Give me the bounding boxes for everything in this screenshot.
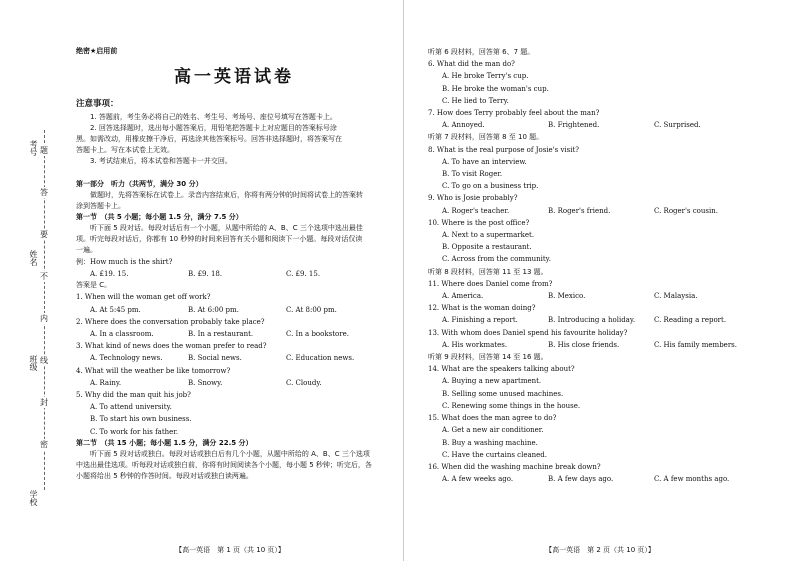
option: B. Introducing a holiday.: [548, 316, 636, 325]
option: C. Malaysia.: [654, 292, 698, 301]
question-options: [428, 339, 774, 351]
section-1-desc: 听下面 5 段对话。每段对话后有一个小题，从题中所给的 A、B、C 三个选项中选出最佳: [90, 224, 363, 232]
section-2-desc: 听下面 5 段对话或独白。每段对话或独白后有几个小题，从题中所给的 A、B、C 三个选项: [90, 449, 370, 458]
question: 5. Why did the man quit his job?: [76, 391, 191, 400]
option: C. In a bookstore.: [286, 330, 349, 339]
question: 3. What kind of news does the woman prefer to read?: [76, 342, 267, 351]
option: B. Selling some unused machines.: [442, 389, 564, 398]
option: B. In a restaurant.: [188, 330, 254, 339]
binding-margin: [6, 60, 68, 530]
option: B. He broke the woman's cup.: [442, 84, 549, 93]
margin-label-class: 班级: [29, 355, 38, 371]
page-1-content: [76, 46, 392, 482]
option: A. His workmates.: [442, 340, 508, 349]
option: C. £9. 15.: [286, 270, 321, 279]
option: B. A few days ago.: [548, 475, 614, 484]
seal-char: 密: [40, 440, 48, 449]
option: C. Across from the community.: [442, 255, 551, 264]
option: A. Get a new air conditioner.: [442, 426, 544, 435]
question: 6. What did the man do?: [428, 60, 515, 69]
option: B. Buy a washing machine.: [442, 438, 538, 447]
option: C. To go on a business trip.: [442, 182, 539, 191]
notice-line: 答题卡上。写在本试卷上无效。: [76, 146, 174, 154]
question: 13. With whom does Daniel spend his favourite holiday?: [428, 328, 628, 337]
material-heading: 听第 6 段材料，回答第 6、7 题。: [428, 48, 535, 56]
seal-char: 不: [40, 272, 48, 281]
option: B. Frightened.: [548, 121, 600, 130]
option: B. Opposite a restaurant.: [442, 243, 532, 252]
page-footer: 【高一英语 第 1 页（共 10 页）】: [175, 546, 285, 554]
option: A. Roger's teacher.: [442, 206, 510, 215]
question-options: [76, 328, 392, 340]
material-heading: 听第 8 段材料，回答第 11 至 13 题。: [428, 267, 548, 276]
option: B. Social news.: [188, 354, 242, 363]
option: A. Annoyed.: [442, 121, 485, 130]
question-options: [76, 377, 392, 389]
question: 11. Where does Daniel come from?: [428, 279, 553, 288]
margin-label-school: 学校: [29, 490, 38, 506]
seal-char: 答: [40, 188, 48, 197]
option: A. Buying a new apartment.: [442, 377, 542, 386]
option: C. Renewing some things in the house.: [442, 401, 581, 410]
option: B. Roger's friend.: [548, 206, 611, 215]
option: A. Rainy.: [90, 378, 122, 387]
notice-line: 1. 答题前，考生务必将自己的姓名、考生号、考场号、座位号填写在答题卡上。: [90, 113, 337, 121]
option: C. Education news.: [286, 354, 355, 363]
question: 14. What are the speakers talking about?: [428, 365, 575, 374]
page-2: [406, 0, 794, 561]
page-footer: 【高一英语 第 2 页（共 10 页）】: [545, 546, 655, 554]
option: A. Technology news.: [90, 354, 163, 363]
option: C. To work for his father.: [90, 427, 179, 436]
option: A. In a classroom.: [90, 330, 154, 339]
option: B. To visit Roger.: [442, 170, 503, 179]
section-2-desc: 中选出最佳选项。听每段对话或独白前，你将有时间阅读各个小题，每小题 5 秒钟；听完后，各: [76, 460, 372, 469]
section-1-desc: 一遍。: [76, 246, 97, 254]
question: 2. Where does the conversation probably take place?: [76, 317, 265, 326]
option: B. £9. 18.: [188, 270, 223, 279]
option: B. To start his own business.: [90, 415, 192, 424]
question-options: [428, 314, 774, 326]
confidential-mark: 绝密★启用前: [76, 47, 118, 55]
option: C. At 8:00 pm.: [286, 305, 337, 314]
part-1-desc: 涂到答题卡上。: [76, 202, 125, 210]
seal-char: 内: [40, 314, 48, 323]
option: C. Have the curtains cleaned.: [442, 450, 548, 459]
material-heading: 听第 7 段材料，回答第 8 至 10 题。: [428, 133, 544, 142]
seal-char: 封: [40, 398, 48, 407]
option: C. Surprised.: [654, 121, 701, 130]
notice-line: 2. 回答选择题时，选出每小题答案后，用铅笔把答题卡上对应题目的答案标号涂: [90, 124, 337, 132]
seal-char: 题: [40, 146, 48, 155]
question-options: [76, 304, 392, 316]
question: 7. How does Terry probably feel about the man?: [428, 109, 600, 118]
question-options: [428, 290, 774, 302]
question: 15. What does the man agree to do?: [428, 414, 557, 423]
section-2-heading: 第二节 （共 15 小题；每小题 1.5 分，满分 22.5 分）: [76, 438, 253, 447]
question: 9. Who is Josie probably?: [428, 194, 518, 203]
part-1-heading: 第一部分 听力（共两节，满分 30 分）: [76, 180, 203, 188]
section-2-desc: 小题将给出 5 秒钟的作答时间。每段对话或独白读两遍。: [76, 471, 253, 480]
option: B. Mexico.: [548, 292, 586, 301]
notice-line: 黑。如需改动，用橡皮擦干净后，再选涂其他答案标号。回答非选择题时，将答案写在: [76, 135, 342, 143]
option: A. To attend university.: [90, 403, 172, 412]
option: C. He lied to Terry.: [442, 96, 509, 105]
option: C. Roger's cousin.: [654, 206, 718, 215]
option: B. His close friends.: [548, 340, 620, 349]
question: 1. When will the woman get off work?: [76, 293, 211, 302]
seal-char: 要: [40, 230, 48, 239]
option: C. Cloudy.: [286, 378, 322, 387]
margin-label-exam-number: 考号: [29, 140, 38, 156]
option: A. Finishing a report.: [442, 316, 518, 325]
option: C. His family members.: [654, 340, 737, 349]
question-options: [76, 352, 392, 364]
question-options: [428, 473, 774, 485]
margin-label-name: 姓名: [29, 250, 38, 266]
option: A. To have an interview.: [442, 157, 527, 166]
notice-line: 3. 考试结束后，将本试卷和答题卡一并交回。: [90, 157, 232, 165]
seal-char: 线: [40, 356, 48, 365]
seal-line: [44, 130, 45, 490]
notice-heading: 注意事项：: [76, 99, 119, 109]
option: A. Next to a supermarket.: [442, 231, 535, 240]
part-1-desc: 做题时，先将答案标在试卷上。录音内容结束后，你将有两分钟的时间将试卷上的答案转: [90, 191, 363, 199]
option: B. At 6:00 pm.: [188, 305, 239, 314]
option: A. A few weeks ago.: [442, 475, 514, 484]
question: 8. What is the real purpose of Josie's visit?: [428, 145, 580, 154]
question-options: [428, 119, 774, 131]
option: C. A few months ago.: [654, 475, 730, 484]
option: A. America.: [442, 292, 484, 301]
question: 16. When did the washing machine break down?: [428, 462, 601, 471]
question: 12. What is the woman doing?: [428, 304, 536, 313]
option: A. At 5:45 pm.: [90, 305, 141, 314]
option: B. Snowy.: [188, 378, 223, 387]
question-options: [428, 205, 774, 217]
page-2-content: [428, 46, 774, 485]
page-divider: [403, 0, 404, 561]
question: 10. Where is the post office?: [428, 218, 530, 227]
option: A. £19. 15.: [90, 270, 129, 279]
example-question: 例：How much is the shirt?: [76, 258, 173, 266]
section-1-desc: 项。听完每段对话后，你都有 10 秒钟的时间来回答有关小题和阅读下一小题。每段对话仅读: [76, 235, 363, 243]
question: 4. What will the weather be like tomorrow?: [76, 366, 231, 375]
example-options: [76, 268, 392, 280]
material-heading: 听第 9 段材料，回答第 14 至 16 题。: [428, 353, 548, 362]
exam-title: 高一英语试卷: [174, 67, 294, 87]
example-answer: 答案是 C。: [76, 281, 112, 290]
section-1-heading: 第一节 （共 5 小题；每小题 1.5 分，满分 7.5 分）: [76, 213, 243, 221]
option: A. He broke Terry's cup.: [442, 72, 529, 81]
option: C. Reading a report.: [654, 316, 727, 325]
